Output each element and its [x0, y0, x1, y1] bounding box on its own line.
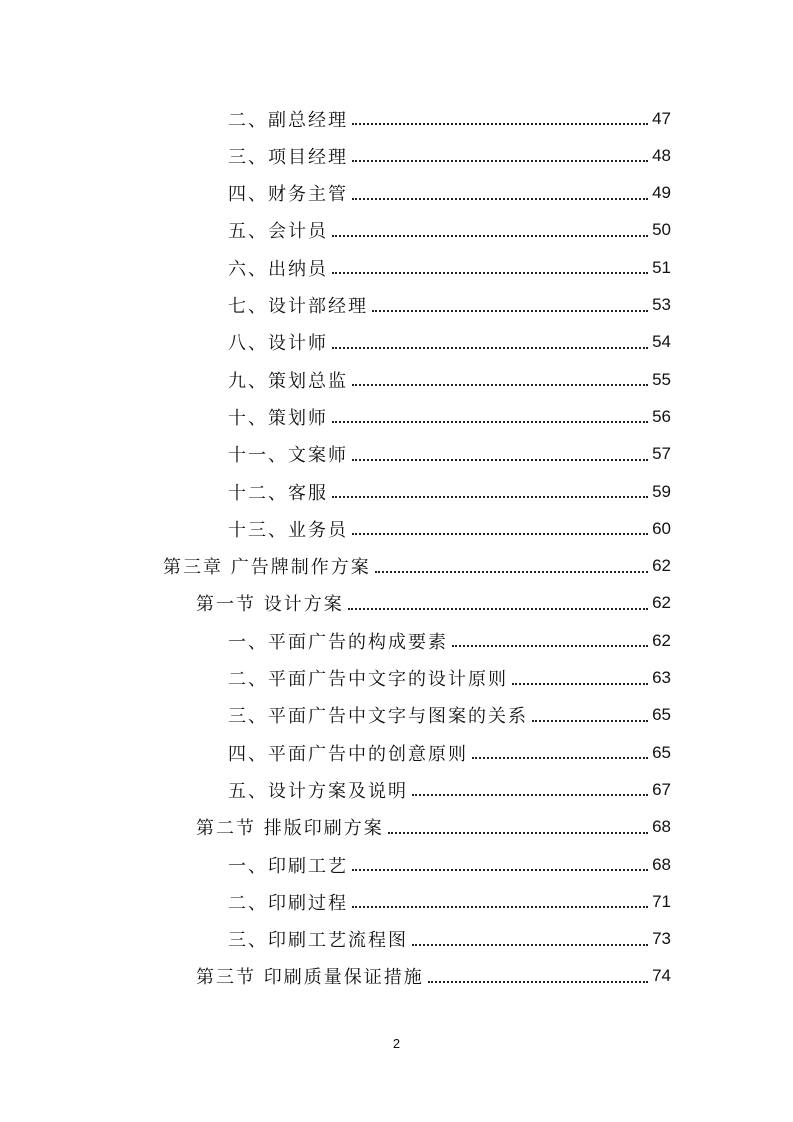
- toc-entry-page: 62: [652, 593, 671, 613]
- toc-dot-leader: [352, 383, 648, 386]
- toc-entry-page: 68: [652, 854, 671, 874]
- toc-entry-label: 二、副总经理: [228, 109, 348, 131]
- toc-dot-leader: [352, 122, 648, 125]
- toc-entry-page: 68: [652, 817, 671, 837]
- toc-dot-leader: [332, 420, 648, 423]
- toc-entry[interactable]: [228, 660, 671, 697]
- toc-entry[interactable]: [228, 100, 671, 137]
- toc-entry-page: 47: [652, 108, 671, 128]
- toc-dot-leader: [332, 271, 648, 274]
- toc-entry-label: 五、设计方案及说明: [228, 780, 408, 802]
- toc-entry-label: 八、设计师: [228, 333, 328, 355]
- toc-entry[interactable]: [196, 958, 671, 995]
- toc-dot-leader: [332, 495, 648, 498]
- toc-dot-leader: [352, 458, 648, 461]
- toc-dot-leader: [348, 607, 648, 610]
- toc-entry[interactable]: [196, 585, 671, 622]
- toc-entry-page: 54: [652, 332, 671, 352]
- toc-entry[interactable]: [228, 883, 671, 920]
- toc-entry-label: 四、平面广告中的创意原则: [228, 743, 468, 765]
- toc-dot-leader: [352, 532, 648, 535]
- toc-entry-page: 74: [652, 966, 671, 986]
- toc-entry[interactable]: [196, 809, 671, 846]
- toc-entry-label: 十一、文案师: [228, 445, 348, 467]
- toc-entry-label: 一、印刷工艺: [228, 855, 348, 877]
- toc-dot-leader: [412, 943, 648, 946]
- toc-entry-page: 62: [652, 556, 671, 576]
- toc-entry[interactable]: [228, 846, 671, 883]
- toc-entry-label: 三、项目经理: [228, 146, 348, 168]
- toc-entry-label: 十、策划师: [228, 407, 328, 429]
- toc-dot-leader: [375, 570, 648, 573]
- toc-entry-page: 60: [652, 518, 671, 538]
- toc-entry-page: 62: [652, 630, 671, 650]
- toc-dot-leader: [352, 159, 648, 162]
- page-number: 2: [392, 1036, 401, 1051]
- toc-dot-leader: [452, 644, 648, 647]
- toc-entry-label: 第三节 印刷质量保证措施: [196, 967, 424, 989]
- toc-entry-page: 53: [652, 295, 671, 314]
- toc-dot-leader: [412, 793, 648, 796]
- toc-entry-page: 65: [652, 705, 671, 725]
- toc-entry-page: 71: [652, 891, 671, 911]
- toc-entry-label: 七、设计部经理: [228, 296, 368, 317]
- toc-entry[interactable]: [228, 771, 671, 808]
- toc-entry-label: 四、财务主管: [228, 184, 348, 206]
- toc-entry-label: 六、出纳员: [228, 258, 328, 280]
- toc-entry[interactable]: [228, 212, 671, 249]
- toc-dot-leader: [332, 346, 648, 349]
- toc-entry-label: 五、会计员: [228, 221, 328, 243]
- toc-entry-label: 三、平面广告中文字与图案的关系: [228, 706, 528, 728]
- toc-entry-page: 57: [652, 444, 671, 464]
- toc-entry[interactable]: [228, 175, 671, 212]
- toc-entry-page: 67: [652, 779, 671, 799]
- toc-entry-label: 第三章 广告牌制作方案: [163, 557, 371, 579]
- toc-entry[interactable]: [228, 137, 671, 174]
- toc-dot-leader: [352, 905, 648, 908]
- toc-dot-leader: [352, 197, 648, 200]
- toc-entry[interactable]: [228, 287, 671, 324]
- toc-entry-label: 二、平面广告中文字的设计原则: [228, 669, 508, 690]
- toc-entry-label: 第一节 设计方案: [196, 594, 344, 616]
- toc-entry[interactable]: [228, 361, 671, 398]
- toc-entry-page: 56: [652, 406, 671, 426]
- toc-dot-leader: [428, 980, 648, 983]
- toc-entry-page: 65: [652, 742, 671, 762]
- toc-entry[interactable]: [228, 734, 671, 771]
- toc-entry-label: 三、印刷工艺流程图: [228, 930, 408, 952]
- toc-entry[interactable]: [228, 436, 671, 473]
- toc-entry[interactable]: [228, 622, 671, 659]
- toc-entry[interactable]: [228, 921, 671, 958]
- toc-entry-label: 九、策划总监: [228, 370, 348, 392]
- toc-dot-leader: [372, 309, 648, 312]
- toc-entry[interactable]: [163, 548, 671, 585]
- toc-entry-page: 73: [652, 929, 671, 949]
- toc-entry[interactable]: [228, 473, 671, 510]
- toc-entry-page: 51: [652, 257, 671, 277]
- toc-dot-leader: [512, 682, 648, 685]
- toc-entry-page: 55: [652, 369, 671, 389]
- toc-dot-leader: [332, 234, 648, 237]
- toc-entry[interactable]: [228, 324, 671, 361]
- toc-dot-leader: [532, 719, 648, 722]
- toc-entry[interactable]: [228, 398, 671, 435]
- toc-entry[interactable]: [228, 510, 671, 547]
- toc-dot-leader: [472, 756, 648, 759]
- toc-entry-label: 第二节 排版印刷方案: [196, 818, 384, 840]
- toc-entry[interactable]: [228, 697, 671, 734]
- toc-entry-page: 50: [652, 220, 671, 240]
- toc-entry-page: 48: [652, 145, 671, 165]
- toc-entry-label: 一、平面广告的构成要素: [228, 631, 448, 653]
- toc-entry-page: 49: [652, 183, 671, 203]
- toc-entry-page: 63: [652, 668, 671, 687]
- toc-entry-label: 十二、客服: [228, 482, 328, 504]
- toc-entry-page: 59: [652, 481, 671, 501]
- toc-entry-label: 十三、业务员: [228, 519, 348, 541]
- toc-dot-leader: [352, 868, 648, 871]
- toc-entry[interactable]: [228, 249, 671, 286]
- toc-dot-leader: [388, 831, 648, 834]
- toc-entry-label: 二、印刷过程: [228, 892, 348, 914]
